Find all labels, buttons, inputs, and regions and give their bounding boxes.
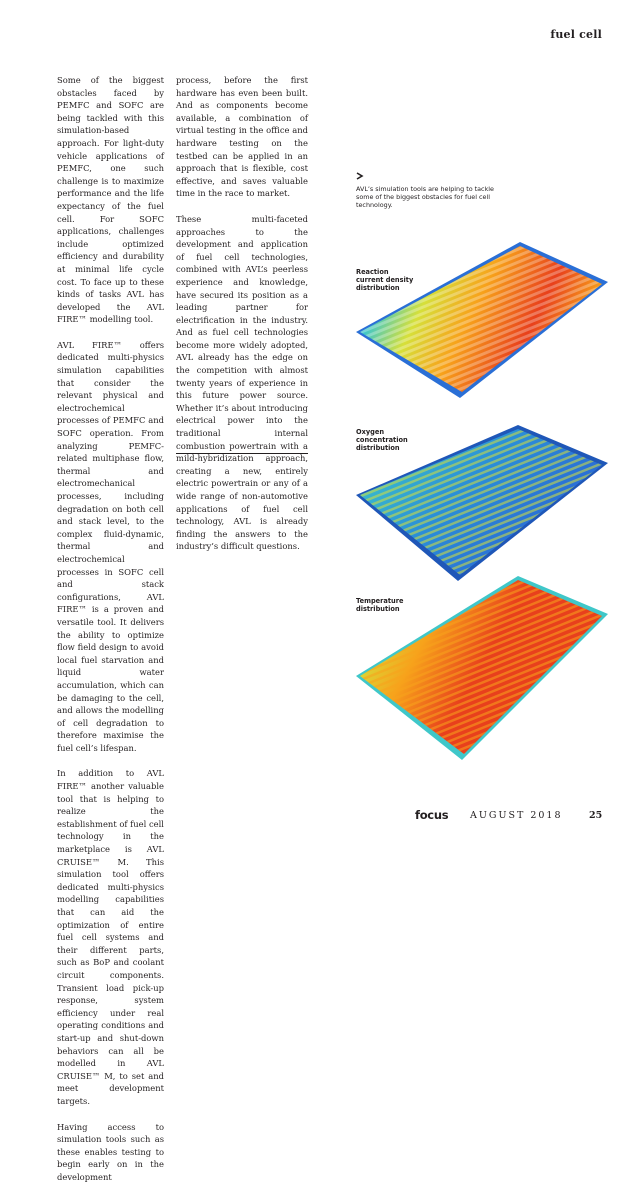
panel-label-oxygen: Oxygen concentration distribution xyxy=(356,428,408,452)
article-column-1 xyxy=(57,74,164,1196)
page-number: 25 xyxy=(589,810,603,821)
paragraph: These multi-faceted approaches to the development and application of fuel cell technologies, combined with AVL’s peerless experience and knowledge, have secured its position as a leading partner for electrification in the industry. And as fuel cell technologies become more widely adopted, AVL already has the edge on the competition with almost twenty years of experience in this future power source. Whether it’s about introducing electrical power into the traditional internal combustion powertrain with a mild-hybridization approach, creating a new, entirely electric powertrain or any of a wide range of non-automotive applications of fuel cell technology, AVL is already finding the answers to the industry’s difficult questions. xyxy=(176,213,308,552)
caption-arrow-icon xyxy=(356,172,364,180)
article-column-2 xyxy=(176,74,308,566)
paragraph: AVL FIRE™ offers dedicated multi-physics simulation capabilities that consider the relevant physical and electrochemical processes of PEMFC and SOFC operation. From analyzing PEMFC-related multiphase flow, thermal and electromechanical processes, including degradation on both cell and stack level, to the complex fluid-dynamic, thermal and electrochemical processes in SOFC cell and stack configurations, AVL FIRE™ is a proven and versatile tool. It delivers the ability to optimize flow field design to avoid local fuel starvation and liquid water accumulation, which can be damaging to the cell, and allows the modelling of cell degradation to therefore maximise the fuel cell’s lifespan. xyxy=(57,339,164,753)
section-tag: fuel cell xyxy=(550,28,602,41)
footer-brand-logo: focus xyxy=(415,808,449,822)
column-end-rule xyxy=(176,453,308,454)
panel-label-temperature: Temperature distribution xyxy=(356,597,404,613)
current-density-plot xyxy=(350,212,612,408)
paragraph: process, before the first hardware has even been built. And as components become available, a combination of virtual testing in the office and hardware testing on the testbed can be applied in an approach that is flexible, cost effective, and saves valuable time in the race to market. xyxy=(176,75,308,199)
panel-label-current-density: Reaction current density distribution xyxy=(356,268,414,292)
footer-date: AUGUST 2018 xyxy=(470,810,563,821)
paragraph: Some of the biggest obstacles faced by PEMFC and SOFC are being tackled with this simulation-based approach. For light-duty vehicle applications of PEMFC, one such challenge is to maximize performance and the life expectancy of the fuel cell. For SOFC applications, challenges include optimized efficiency and durability at minimal life cycle cost. To face up to these kinds of tasks AVL has developed the AVL FIRE™ modelling tool. xyxy=(57,75,164,325)
paragraph: In addition to AVL FIRE™ another valuable tool that is helping to realize the establishment of fuel cell technology in the marketplace is AVL CRUISE™ M. This simulation tool offers dedicated multi-physics modelling capabilities that can aid the optimization of entire fuel cell systems and their different parts, such as BoP and coolant circuit components. Transient load pick-up response, system efficiency under real operating conditions and start-up and shut-down behaviors can all be modelled in AVL CRUISE™ M, to set and meet development targets. xyxy=(57,768,164,1106)
temperature-plot xyxy=(350,560,612,766)
paragraph: Having access to simulation tools such as these enables testing to begin early on in the development xyxy=(57,1121,164,1182)
figure-caption: AVL’s simulation tools are helping to tackle some of the biggest obstacles for fuel cell technology. xyxy=(356,185,494,209)
